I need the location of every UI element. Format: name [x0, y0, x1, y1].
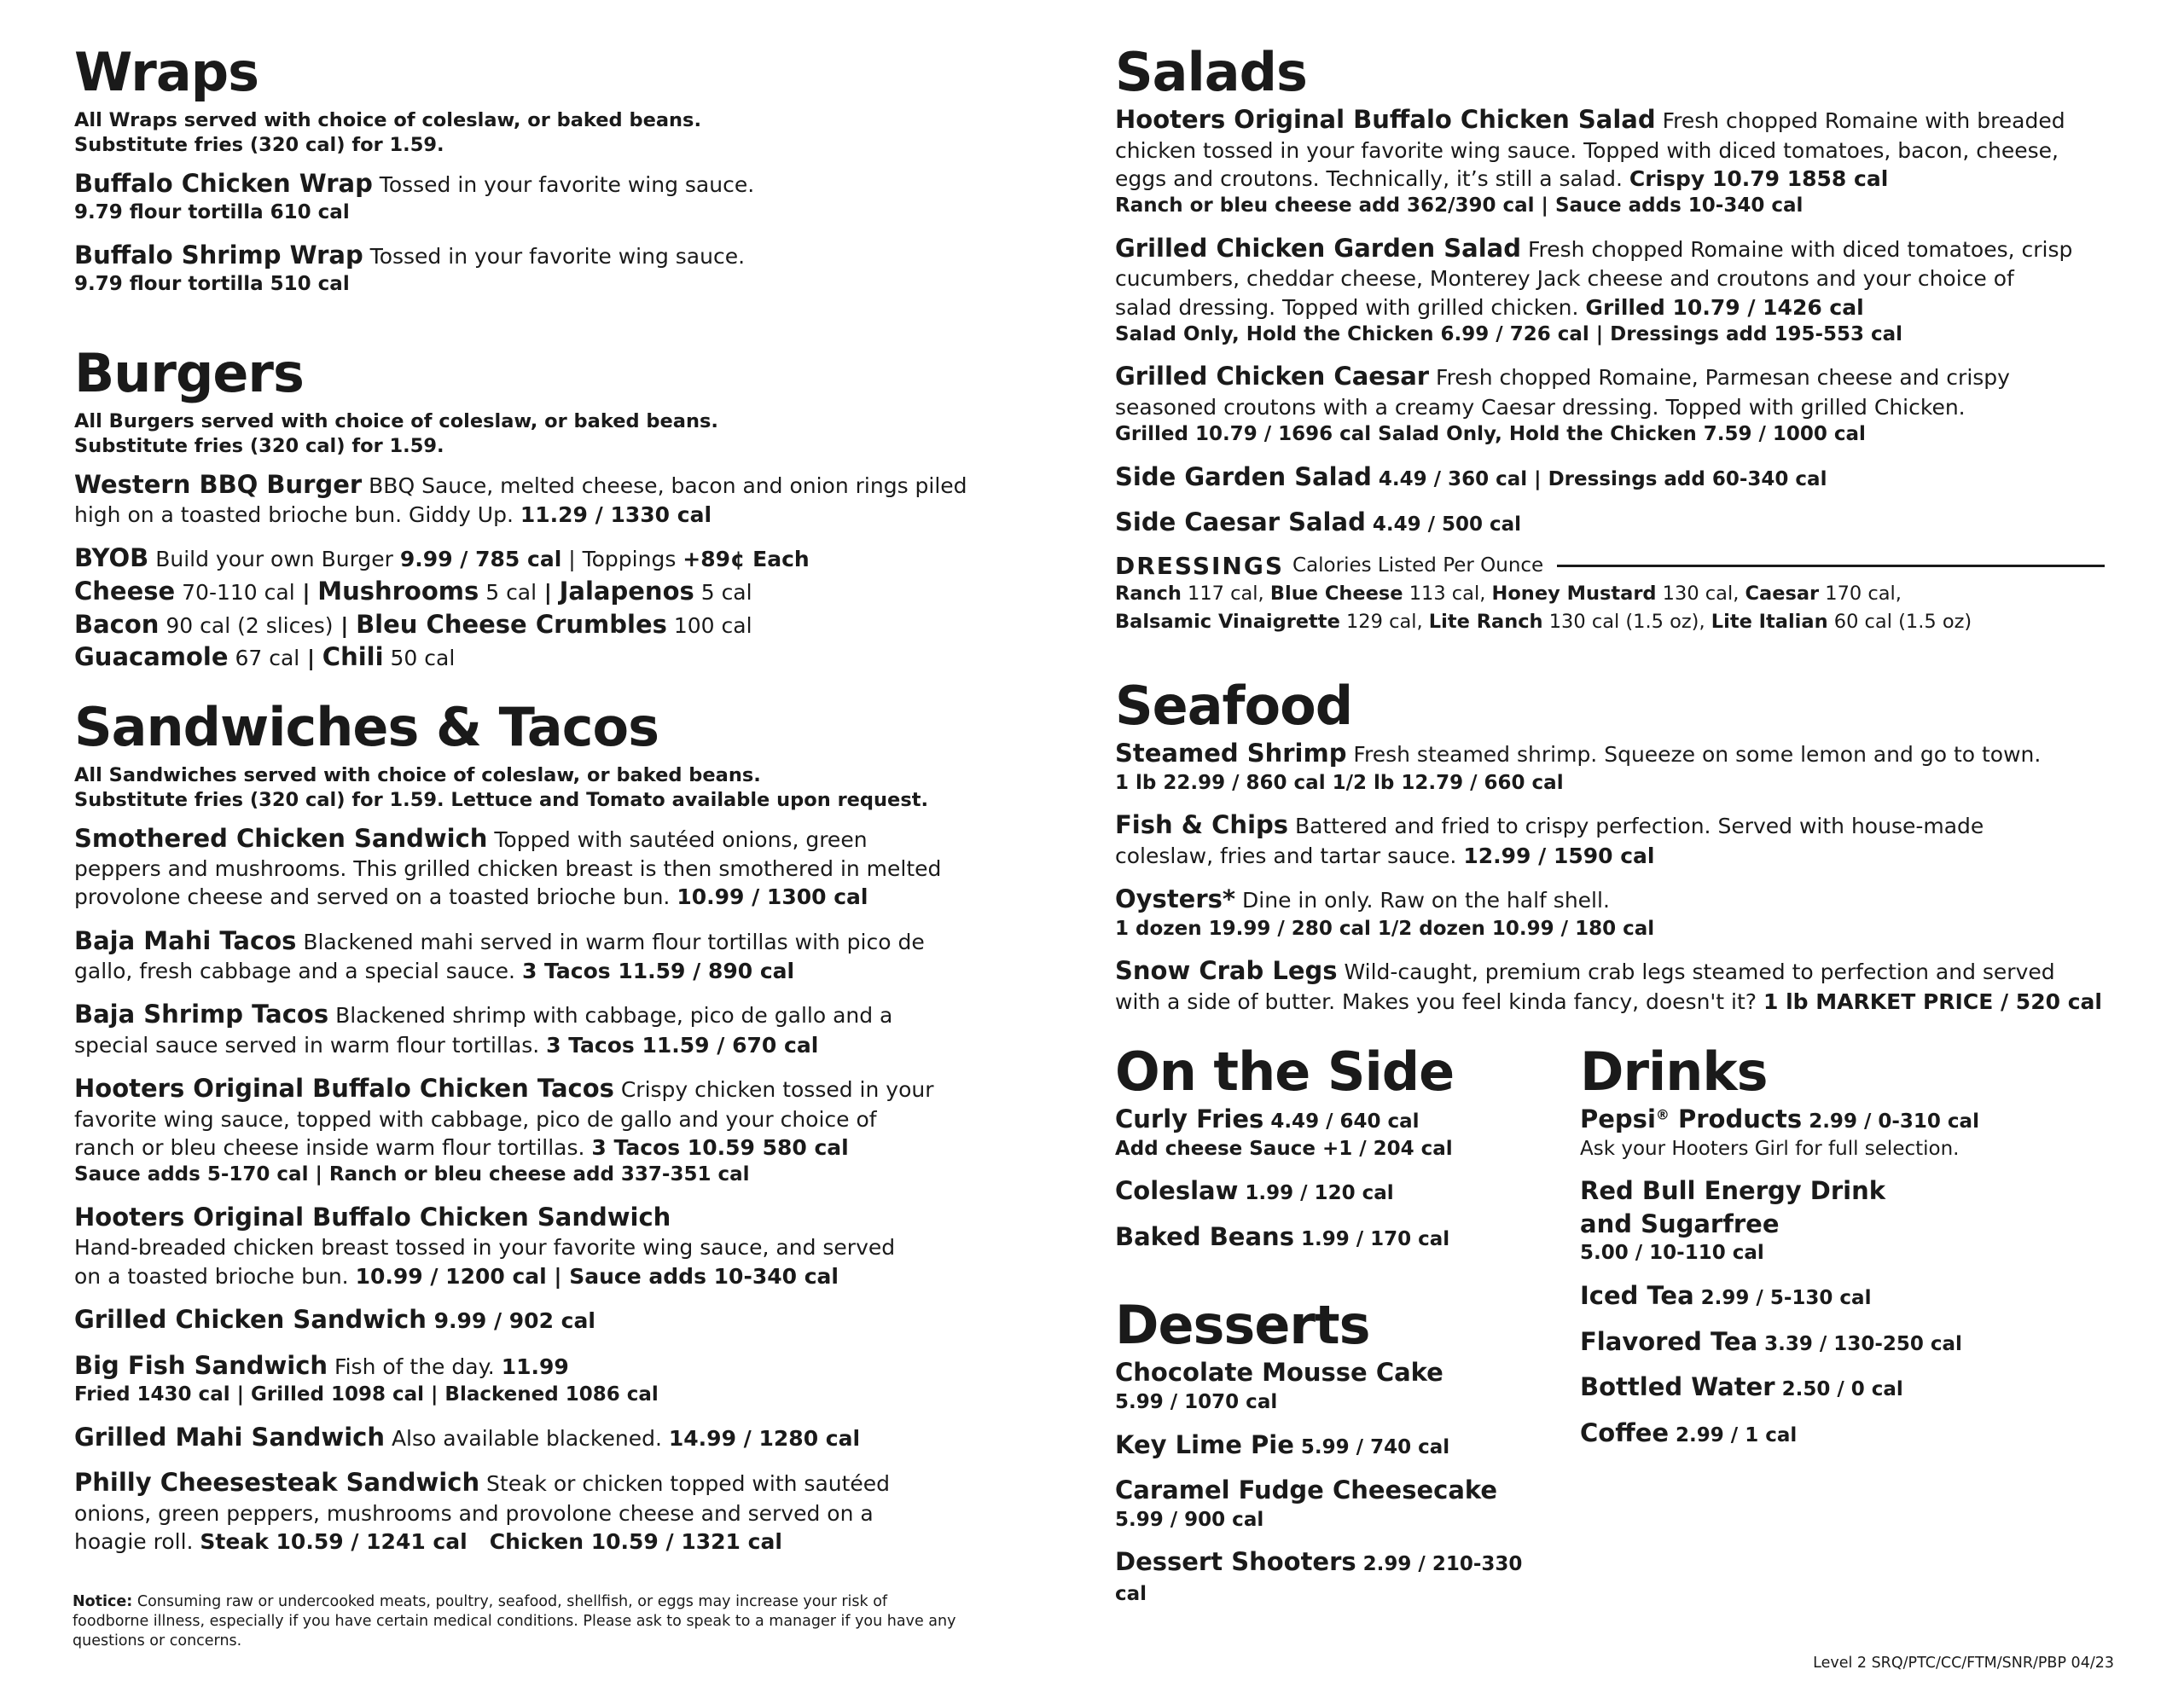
allergy-notice: Notice: Consuming raw or undercooked meats, poultry, seafood, shellfish, or eggs may increase your risk of foodborne illness, especially if you have certain medical conditions. Please ask to speak to a manager if you have any questions or concerns. — [73, 1593, 956, 1649]
menu-item-buffalo-chicken-tacos: Hooters Original Buffalo Chicken Tacos Crispy chicken tossed in your favorite wing sauce, topped with cabbage, pico de gallo and your choice of ranch or bleu cheese inside warm flour tortillas. 3 Tacos 10.59 580 cal Sauce adds 5-170 cal | Ranch or bleu cheese add 337-351 cal — [74, 1074, 934, 1186]
menu-item-oysters: Oysters* Dine in only. Raw on the half shell. 1 dozen 19.99 / 280 cal 1/2 dozen 10.99 / 180 cal — [1115, 884, 1655, 940]
menu-item-coffee: Coffee 2.99 / 1 cal — [1580, 1417, 1798, 1447]
menu-item-grilled-mahi-sandwich: Grilled Mahi Sandwich Also available blackened. 14.99 / 1280 cal — [74, 1422, 861, 1452]
menu-item-side-garden-salad: Side Garden Salad 4.49 / 360 cal | Dressings add 60-340 cal — [1115, 461, 1827, 491]
menu-item-buffalo-chicken-sandwich: Hooters Original Buffalo Chicken Sandwich Hand-breaded chicken breast tossed in your favorite wing sauce, and served on a toasted brioche bun. 10.99 / 1200 cal | Sauce adds 10-340 cal — [74, 1202, 896, 1289]
footer-code: Level 2 SRQ/PTC/CC/FTM/SNR/PBP 04/23 — [1813, 1655, 2114, 1672]
menu-item-red-bull: Red Bull Energy Drink and Sugarfree 5.00 / 10-110 cal — [1580, 1176, 1886, 1265]
menu-item-baked-beans: Baked Beans 1.99 / 170 cal — [1115, 1221, 1450, 1251]
wraps-section — [74, 41, 1013, 310]
drinks-title: Drinks — [1580, 1041, 1768, 1103]
menu-item-side-caesar-salad: Side Caesar Salad 4.49 / 500 cal — [1115, 507, 1522, 537]
menu-item-grilled-chicken-caesar: Grilled Chicken Caesar Fresh chopped Romaine, Parmesan cheese and crispy seasoned croutons with a creamy Caesar dressing. Topped with grilled Chicken. Grilled 10.79 / 1696 cal Salad Only, Hold the Chicken 7.59 / 1000 cal — [1115, 362, 2010, 446]
dressings-rule — [1557, 565, 2105, 567]
menu-item-steamed-shrimp: Steamed Shrimp Fresh steamed shrimp. Squeeze on some lemon and go to town. 1 lb 22.99 / 860 cal 1/2 lb 12.79 / 660 cal — [1115, 739, 2042, 794]
menu-item-dessert-shooters: Dessert Shooters 2.99 / 210-330 cal — [1115, 1547, 1523, 1605]
menu-item-chocolate-mousse-cake: Chocolate Mousse Cake 5.99 / 1070 cal — [1115, 1358, 1443, 1414]
menu-item-western-bbq-burger: Western BBQ Burger BBQ Sauce, melted cheese, bacon and onion rings piled high on a toasted brioche bun. Giddy Up. 11.29 / 1330 cal — [74, 469, 967, 528]
menu-item-baja-mahi-tacos: Baja Mahi Tacos Blackened mahi served in warm flour tortillas with pico de gallo, fresh cabbage and a special sauce. 3 Tacos 11.59 / 890 cal — [74, 925, 925, 984]
salads-section — [1115, 41, 2105, 635]
on-the-side-title: On the Side — [1115, 1041, 1455, 1103]
burgers-intro: All Burgers served with choice of coleslaw, or baked beans. Substitute fries (320 cal) for 1.59. — [74, 410, 718, 458]
sandwiches-intro: All Sandwiches served with choice of coleslaw, or baked beans. Substitute fries (320 cal) for 1.59. Lettuce and Tomato available upon request. — [74, 764, 929, 812]
sandwiches-section — [74, 696, 1013, 1568]
menu-item-buffalo-chicken-wrap: Buffalo Chicken Wrap Tossed in your favorite wing sauce. 9.79 flour tortilla 610 cal — [74, 168, 755, 224]
drinks-section — [1580, 1041, 2092, 1462]
seafood-title: Seafood — [1115, 675, 1353, 737]
menu-item-byob: BYOB Build your own Burger 9.99 / 785 cal | Toppings +89¢ Each Cheese 70-110 cal | Mushrooms 5 cal | Jalapenos 5 cal Bacon 90 cal (2 slices) | Bleu Cheese Crumbles 100 cal Guacamole 67 cal | Chili 50 cal — [74, 543, 810, 672]
wraps-title: Wraps — [74, 41, 258, 103]
menu-item-coleslaw: Coleslaw 1.99 / 120 cal — [1115, 1176, 1394, 1206]
menu-item-fish-and-chips: Fish & Chips Battered and fried to crispy perfection. Served with house-made coleslaw, fries and tartar sauce. 12.99 / 1590 cal — [1115, 810, 1984, 868]
sandwiches-title: Sandwiches & Tacos — [74, 696, 659, 758]
on-the-side-section — [1115, 1041, 1542, 1620]
menu-item-grilled-chicken-sandwich: Grilled Chicken Sandwich 9.99 / 902 cal — [74, 1304, 595, 1334]
menu-item-curly-fries: Curly Fries 4.49 / 640 cal Add cheese Sauce +1 / 204 cal — [1115, 1104, 1453, 1160]
menu-item-grilled-chicken-garden-salad: Grilled Chicken Garden Salad Fresh chopped Romaine with diced tomatoes, crisp cucumbers, cheddar cheese, Monterey Jack cheese and croutons and your choice of salad dressing. Topped with grilled chicken. Grilled 10.79 / 1426 cal Salad Only, Hold the Chicken 6.99 / 726 cal | Dressings add 195-553 cal — [1115, 233, 2073, 345]
desserts-section — [1115, 1294, 1542, 1607]
seafood-section — [1115, 675, 2105, 1029]
menu-item-smothered-chicken-sandwich: Smothered Chicken Sandwich Topped with sautéed onions, green peppers and mushrooms. This grilled chicken breast is then smothered in melted provolone cheese and served on a toasted brioche bun. 10.99 / 1300 cal — [74, 823, 942, 910]
menu-item-snow-crab-legs: Snow Crab Legs Wild-caught, premium crab legs steamed to perfection and served with a side of butter. Makes you feel kinda fancy, doesn't it? 1 lb MARKET PRICE / 520 cal — [1115, 956, 2102, 1014]
menu-item-iced-tea: Iced Tea 2.99 / 5-130 cal — [1580, 1280, 1872, 1310]
menu-item-buffalo-chicken-salad: Hooters Original Buffalo Chicken Salad Fresh chopped Romaine with breaded chicken tossed in your favorite wing sauce. Topped with diced tomatoes, bacon, cheese, eggs and croutons. Technically, it’s still a salad. Crispy 10.79 1858 cal Ranch or bleu cheese add 362/390 cal | Sauce adds 10-340 cal — [1115, 105, 2065, 217]
menu-item-big-fish-sandwich: Big Fish Sandwich Fish of the day. 11.99 Fried 1430 cal | Grilled 1098 cal | Blackened 1086 cal — [74, 1350, 659, 1406]
menu-item-philly-cheesesteak: Philly Cheesesteak Sandwich Steak or chicken topped with sautéed onions, green peppers, mushrooms and provolone cheese and served on a hoagie roll. Steak 10.59 / 1241 cal Chicken 10.59 / 1321 cal — [74, 1468, 891, 1555]
burgers-section — [74, 342, 1013, 687]
menu-item-caramel-fudge-cheesecake: Caramel Fudge Cheesecake 5.99 / 900 cal — [1115, 1475, 1498, 1531]
menu-item-bottled-water: Bottled Water 2.50 / 0 cal — [1580, 1372, 1903, 1402]
burgers-title: Burgers — [74, 342, 304, 404]
dressings-subtitle: Calories Listed Per Ounce — [1292, 554, 1544, 577]
desserts-title: Desserts — [1115, 1294, 1370, 1357]
menu-item-flavored-tea: Flavored Tea 3.39 / 130-250 cal — [1580, 1326, 1962, 1356]
menu-item-baja-shrimp-tacos: Baja Shrimp Tacos Blackened shrimp with cabbage, pico de gallo and a special sauce served in warm flour tortillas. 3 Tacos 11.59 / 670 cal — [74, 1000, 893, 1058]
dressings-block: DRESSINGS Calories Listed Per Ounce Ranch 117 cal, Blue Cheese 113 cal, Honey Mustard 130 cal, Caesar 170 cal, Balsamic Vinaigrette 129 cal, Lite Ranch 130 cal (1.5 oz), Lite Italian 60 cal (1.5 oz) — [1115, 552, 2105, 635]
menu-item-key-lime-pie: Key Lime Pie 5.99 / 740 cal — [1115, 1429, 1450, 1459]
wraps-intro: All Wraps served with choice of coleslaw, or baked beans. Substitute fries (320 cal) for 1.59. — [74, 109, 701, 157]
dressings-title: DRESSINGS — [1115, 551, 1285, 580]
menu-item-pepsi-products: Pepsi® Products 2.99 / 0-310 cal Ask your Hooters Girl for full selection. — [1580, 1104, 1979, 1160]
salads-title: Salads — [1115, 41, 1307, 103]
menu-item-buffalo-shrimp-wrap: Buffalo Shrimp Wrap Tossed in your favorite wing sauce. 9.79 flour tortilla 510 cal — [74, 240, 746, 296]
